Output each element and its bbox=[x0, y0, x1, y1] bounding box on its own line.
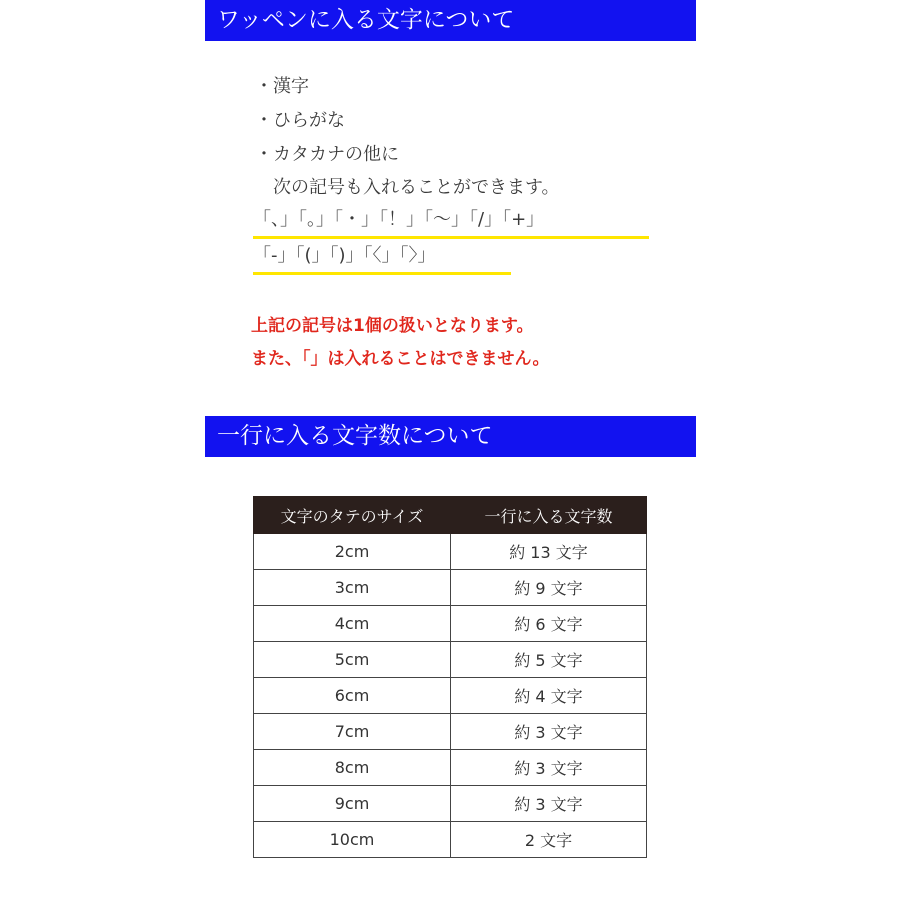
section-header-characters: ワッペンに入る文字について bbox=[205, 0, 696, 41]
size-cell: 3cm bbox=[254, 570, 451, 606]
table-row bbox=[254, 570, 647, 606]
count-cell: 約 3 文字 bbox=[451, 714, 647, 750]
symbols-line-1: 「、」「。」「・」「！」「～」「/」「+」 bbox=[253, 206, 649, 239]
symbols-intro-text: 次の記号も入れることができます。 bbox=[273, 177, 560, 198]
size-cell: 7cm bbox=[254, 714, 451, 750]
size-cell: 4cm bbox=[254, 606, 451, 642]
size-table bbox=[253, 496, 647, 858]
table-row bbox=[254, 642, 647, 678]
count-cell: 約 6 文字 bbox=[451, 606, 647, 642]
table-row bbox=[254, 786, 647, 822]
column-header-count: 一行に入る文字数 bbox=[451, 497, 647, 534]
column-header-size: 文字のタテのサイズ bbox=[254, 497, 451, 534]
table-row bbox=[254, 750, 647, 786]
list-item-hiragana: ・ひらがな bbox=[255, 110, 345, 131]
symbols-line-2: 「-」「(」「)」「〈」「〉」 bbox=[253, 242, 511, 275]
table-row bbox=[254, 534, 647, 570]
count-cell: 約 5 文字 bbox=[451, 642, 647, 678]
size-cell: 2cm bbox=[254, 534, 451, 570]
bracket-restriction-note: また、「」は入れることはできません。 bbox=[251, 349, 550, 369]
table-row bbox=[254, 606, 647, 642]
count-cell: 約 3 文字 bbox=[451, 750, 647, 786]
list-item-katakana: ・カタカナの他に bbox=[255, 144, 399, 165]
size-cell: 9cm bbox=[254, 786, 451, 822]
character-type-list bbox=[255, 70, 399, 172]
count-cell: 約 9 文字 bbox=[451, 570, 647, 606]
table-row bbox=[254, 822, 647, 858]
count-cell: 約 4 文字 bbox=[451, 678, 647, 714]
count-cell: 約 3 文字 bbox=[451, 786, 647, 822]
section-header-line-count: 一行に入る文字数について bbox=[205, 416, 696, 457]
symbol-count-note: 上記の記号は1個の扱いとなります。 bbox=[251, 316, 534, 336]
count-cell: 2 文字 bbox=[451, 822, 647, 858]
table-row bbox=[254, 714, 647, 750]
count-cell: 約 13 文字 bbox=[451, 534, 647, 570]
size-cell: 10cm bbox=[254, 822, 451, 858]
list-item-kanji: ・漢字 bbox=[255, 76, 309, 97]
size-cell: 8cm bbox=[254, 750, 451, 786]
table-header-row bbox=[254, 497, 647, 534]
size-cell: 5cm bbox=[254, 642, 451, 678]
table-row bbox=[254, 678, 647, 714]
size-cell: 6cm bbox=[254, 678, 451, 714]
